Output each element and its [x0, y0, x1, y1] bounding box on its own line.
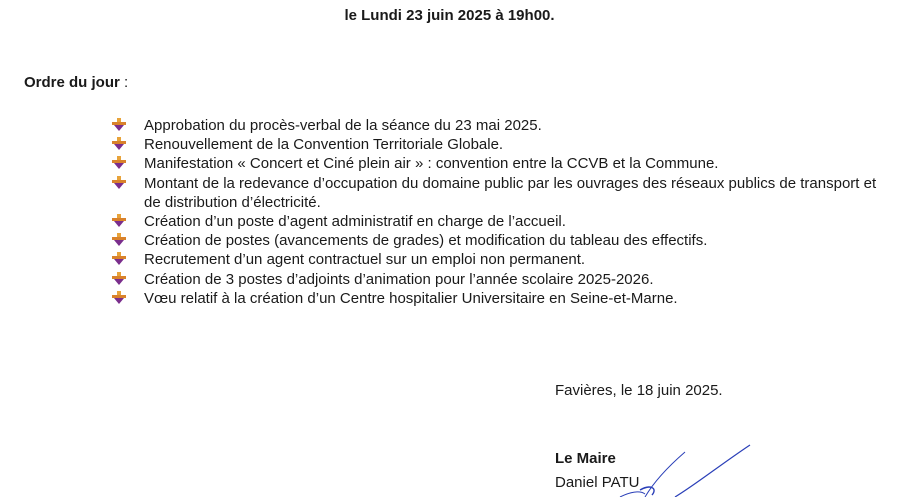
- agenda-item-text: Recrutement d’un agent contractuel sur un emploi non permanent.: [144, 251, 586, 269]
- agenda-item: [112, 289, 882, 308]
- arrow-down-bullet-icon: [112, 214, 126, 228]
- arrow-down-bullet-icon: [112, 272, 126, 286]
- agenda-item: [112, 154, 882, 173]
- place-and-date: Favières, le 18 juin 2025.: [555, 382, 723, 399]
- arrow-down-bullet-icon: [112, 291, 126, 305]
- agenda-heading-label: Ordre du jour: [24, 74, 120, 91]
- agenda-item: [112, 135, 882, 154]
- agenda-item-text: Vœu relatif à la création d’un Centre hospitalier Universitaire en Seine-et-Marne.: [144, 289, 678, 307]
- arrow-down-bullet-icon: [112, 118, 126, 132]
- signatory-title: Le Maire: [555, 450, 616, 467]
- agenda-list: [112, 116, 882, 308]
- agenda-item: [112, 231, 882, 250]
- agenda-item-text: Approbation du procès-verbal de la séance du 23 mai 2025.: [144, 117, 542, 134]
- arrow-down-bullet-icon: [112, 156, 126, 170]
- agenda-item-text: Montant de la redevance d’occupation du domaine public par les ouvrages des réseaux publics de transport et de distribution d’électricité.: [144, 174, 877, 211]
- agenda-item-text: Création de 3 postes d’adjoints d’animation pour l’année scolaire 2025-2026.: [144, 270, 654, 288]
- agenda-item: [112, 250, 882, 269]
- agenda-item: [112, 116, 882, 135]
- arrow-down-bullet-icon: [112, 252, 126, 266]
- agenda-item-text: Création de postes (avancements de grades) et modification du tableau des effectifs.: [144, 232, 708, 250]
- agenda-heading: [24, 74, 128, 91]
- arrow-down-bullet-icon: [112, 137, 126, 151]
- agenda-item-text: Renouvellement de la Convention Territoriale Globale.: [144, 136, 504, 154]
- agenda-item-text: Création d’un poste d’agent administratif en charge de l’accueil.: [144, 213, 566, 231]
- meeting-date-line: le Lundi 23 juin 2025 à 19h00.: [344, 7, 555, 24]
- agenda-heading-colon: :: [119, 74, 129, 91]
- agenda-item: [112, 270, 882, 289]
- signatory-name: Daniel PATU: [555, 474, 640, 491]
- agenda-item: [112, 174, 882, 212]
- agenda-item: [112, 212, 882, 231]
- agenda-item-text: Manifestation « Concert et Ciné plein air » : convention entre la CCVB et la Commune.: [144, 155, 719, 173]
- arrow-down-bullet-icon: [112, 233, 126, 247]
- arrow-down-bullet-icon: [112, 176, 126, 190]
